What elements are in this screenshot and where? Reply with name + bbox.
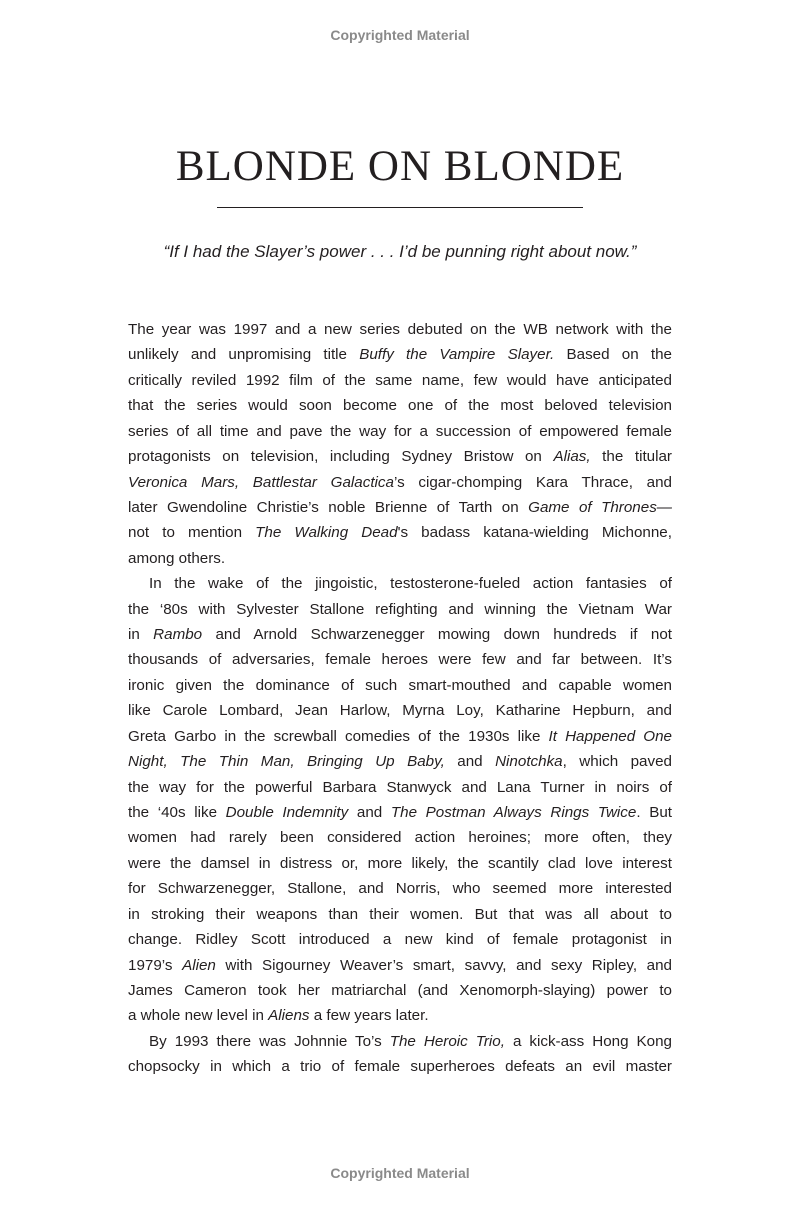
italic-title-text: Ninotchka	[495, 753, 563, 771]
text-line	[128, 775, 672, 800]
text-line	[128, 902, 672, 927]
italic-title-text: Buffy the Vampire Slayer.	[359, 346, 555, 364]
text-line	[128, 368, 672, 393]
italic-title-text: Double Indemnity	[225, 804, 349, 822]
text-segment: in	[128, 626, 154, 644]
text-segment: ’s cigar-chomping Kara Thrace, and	[393, 473, 672, 491]
text-segment: that the series would soon become one of the most beloved television	[128, 397, 672, 415]
italic-title-text: Veronica Mars, Battlestar Galactica	[128, 473, 394, 491]
text-segment: Greta Garbo in the screwball comedies of the 1930s like	[128, 727, 549, 745]
italic-title-text: Night, The Thin Man, Bringing Up Baby,	[128, 753, 445, 771]
text-segment: and	[444, 753, 496, 771]
text-line	[128, 597, 672, 622]
text-line	[128, 749, 672, 774]
text-segment: change. Ridley Scott introduced a new kind of female protagonist in	[128, 931, 672, 949]
text-line	[128, 927, 672, 952]
text-line	[128, 1003, 672, 1028]
italic-title-text: It Happened One	[548, 727, 672, 745]
italic-title-text: The Heroic Trio,	[389, 1032, 505, 1050]
text-segment: like Carole Lombard, Jean Harlow, Myrna Loy, Katharine Hepburn, and	[128, 702, 672, 720]
text-segment: a few years later.	[309, 1007, 429, 1025]
italic-title-text: Game of Thrones—	[528, 498, 672, 516]
text-line	[128, 520, 672, 545]
title-divider	[217, 207, 583, 208]
text-line	[128, 470, 672, 495]
text-line	[128, 444, 672, 469]
text-segment: By 1993 there was Johnnie To’s	[149, 1032, 390, 1050]
copyright-footer: Copyrighted Material	[330, 1165, 470, 1181]
italic-title-text: Alias,	[553, 448, 591, 466]
text-segment: . But	[636, 804, 672, 822]
text-line	[128, 1029, 672, 1054]
text-segment: the way for the powerful Barbara Stanwyck and Lana Turner in noirs of	[128, 778, 672, 796]
text-segment: with Sigourney Weaver’s smart, savvy, and sexy Ripley, and	[215, 956, 672, 974]
epigraph: “If I had the Slayer’s power . . . I’d be punning right about now.”	[163, 242, 637, 261]
text-line	[128, 851, 672, 876]
text-segment: series of all time and pave the way for a succession of empowered female	[128, 422, 672, 440]
text-line	[128, 800, 672, 825]
italic-title-text: Alien	[182, 956, 216, 974]
text-line	[128, 546, 672, 571]
text-segment: in stroking their weapons than their women. But that was all about to	[128, 905, 672, 923]
italic-title-text: The Walking Dead	[255, 524, 398, 542]
text-line	[128, 825, 672, 850]
text-segment: the ‘40s like	[128, 804, 226, 822]
text-line	[128, 622, 672, 647]
text-line	[128, 724, 672, 749]
text-line	[128, 953, 672, 978]
italic-title-text: The Postman Always Rings Twice	[390, 804, 637, 822]
text-segment: chopsocky in which a trio of female superheroes defeats an evil master	[128, 1058, 672, 1076]
copyright-header: Copyrighted Material	[330, 27, 470, 43]
text-segment: a kick-ass Hong Kong	[504, 1032, 672, 1050]
text-line	[128, 698, 672, 723]
text-line	[128, 978, 672, 1003]
text-segment: not to mention	[128, 524, 256, 542]
text-segment: Based on the	[554, 346, 672, 364]
text-segment: critically reviled 1992 film of the same name, few would have anticipated	[128, 371, 672, 389]
text-line	[128, 876, 672, 901]
text-segment: 's badass katana-wielding Michonne,	[397, 524, 672, 542]
text-segment: thousands of adversaries, female heroes were few and far between. It’s	[128, 651, 672, 669]
text-segment: for Schwarzenegger, Stallone, and Norris, who seemed more interested	[128, 880, 672, 898]
text-line	[128, 673, 672, 698]
text-segment: unlikely and unpromising title	[128, 346, 360, 364]
text-line	[128, 647, 672, 672]
text-line	[128, 495, 672, 520]
text-segment: 1979’s	[128, 956, 183, 974]
text-line	[128, 393, 672, 418]
text-segment: among others.	[128, 549, 226, 567]
body-text	[128, 317, 672, 1080]
text-segment: and Arnold Schwarzenegger mowing down hundreds if not	[202, 626, 672, 644]
text-line	[128, 1054, 672, 1079]
text-segment: James Cameron took her matriarchal (and Xenomorph-slaying) power to	[128, 981, 672, 999]
text-line	[128, 342, 672, 367]
text-segment: a whole new level in	[128, 1007, 269, 1025]
text-line	[128, 317, 672, 342]
text-segment: were the damsel in distress or, more likely, the scantily clad love interest	[128, 854, 672, 872]
text-segment: the ‘80s with Sylvester Stallone refighting and winning the Vietnam War	[128, 600, 672, 618]
text-line	[128, 419, 672, 444]
text-segment: later Gwendoline Christie’s noble Brienne of Tarth on	[128, 498, 529, 516]
text-segment: In the wake of the jingoistic, testosterone-fueled action fantasies of	[149, 575, 672, 593]
text-segment: protagonists on television, including Sydney Bristow on	[128, 448, 554, 466]
text-line	[128, 571, 672, 596]
text-segment: and	[348, 804, 391, 822]
text-segment: women had rarely been considered action heroines; more often, they	[128, 829, 672, 847]
text-segment: , which paved	[562, 753, 672, 771]
italic-title-text: Rambo	[153, 626, 203, 644]
chapter-title: BLONDE ON BLONDE	[175, 143, 625, 190]
italic-title-text: Aliens	[268, 1007, 310, 1025]
text-segment: The year was 1997 and a new series debuted on the WB network with the	[128, 321, 672, 338]
text-segment: ironic given the dominance of such smart-mouthed and capable women	[128, 676, 672, 694]
text-segment: the titular	[590, 448, 672, 466]
